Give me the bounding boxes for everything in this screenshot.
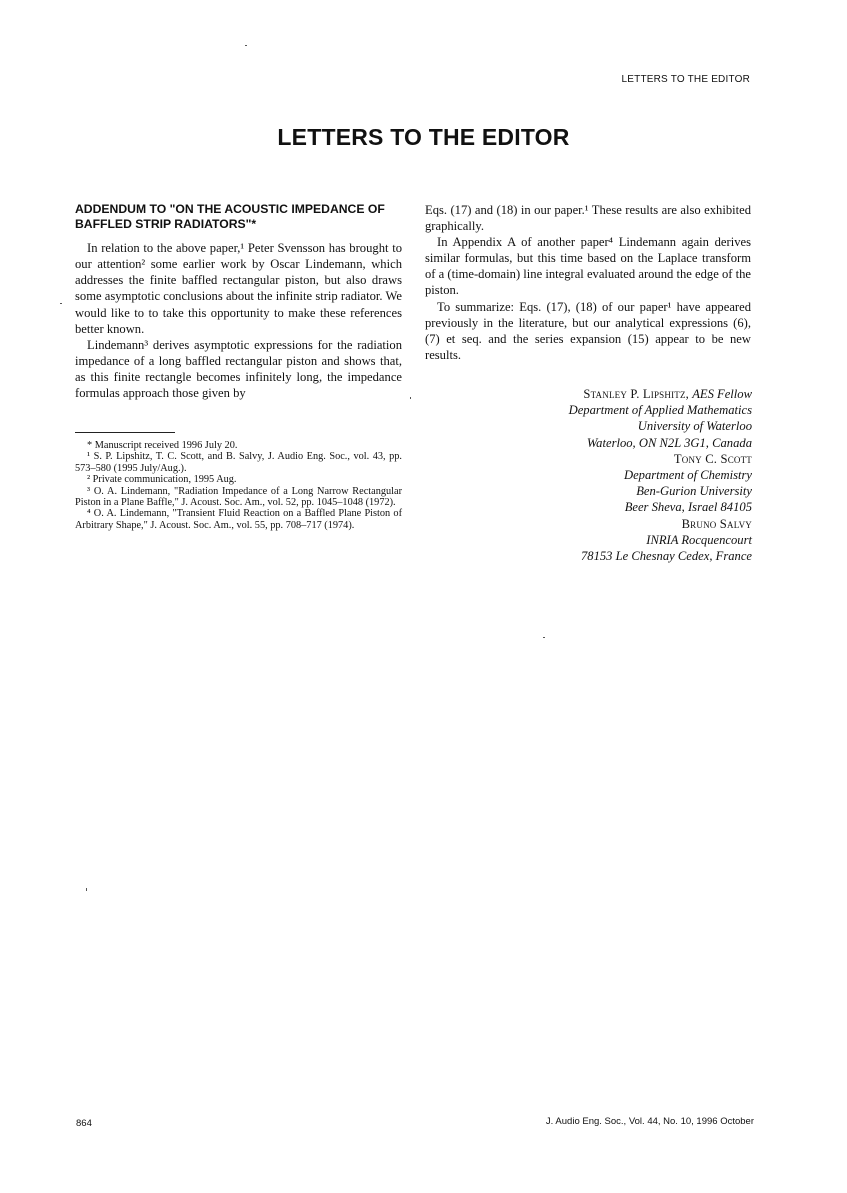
footnotes xyxy=(75,440,402,531)
scan-speck xyxy=(60,303,62,304)
page-number: 864 xyxy=(76,1118,92,1129)
left-column xyxy=(75,202,402,401)
author-affiliations xyxy=(480,386,752,564)
footnote-item: ¹ S. P. Lipshitz, T. C. Scott, and B. Salvy, J. Audio Eng. Soc., vol. 43, pp. 573–580 (1995 July/Aug.). xyxy=(75,451,402,474)
footnote-item: ⁴ O. A. Lindemann, "Transient Fluid Reaction on a Baffled Plane Piston of Arbitrary Shape," J. Acoust. Soc. Am., vol. 55, pp. 708–717 (1974). xyxy=(75,508,402,531)
paragraph-1: In relation to the above paper,¹ Peter Svensson has brought to our attention² some earlier work by Oscar Lindemann, which addresses the finite baffled rectangular piston, but also draws some asymptotic conclusions about the infinite strip radiator. We would like to to take this opportunity to make these references better known. xyxy=(75,241,402,336)
scan-speck xyxy=(245,45,247,46)
footnote-rule xyxy=(75,432,175,433)
scan-speck xyxy=(86,888,87,891)
running-head: LETTERS TO THE EDITOR xyxy=(621,74,750,85)
paragraph-2: Lindemann³ derives asymptotic expressions for the radiation impedance of a long baffled rectangular piston and shows that, as this finite rectangle becomes infinitely long, the impedance formulas approach those given by xyxy=(75,337,402,401)
author-address: Beer Sheva, Israel 84105 xyxy=(624,500,752,515)
paragraph-4: In Appendix A of another paper⁴ Lindemann again derives similar formulas, but this time based on the Laplace transform of a (time-domain) line integral evaluated around the edge of the piston. xyxy=(425,235,751,298)
footnote-item: ³ O. A. Lindemann, "Radiation Impedance of a Long Narrow Rectangular Piston in a Plane Baffle," J. Acoust. Soc. Am., vol. 52, pp. 1045–1048 (1972). xyxy=(75,485,402,509)
author-address: 78153 Le Chesnay Cedex, France xyxy=(580,549,752,564)
right-column xyxy=(425,202,751,363)
author-name: Bruno Salvy xyxy=(681,516,752,531)
author-title: AES Fellow xyxy=(692,387,752,401)
author-1 xyxy=(480,386,752,402)
paragraph-3: Eqs. (17) and (18) in our paper.¹ These results are also exhibited graphically. xyxy=(425,203,751,234)
author-department: Department of Applied Mathematics xyxy=(568,403,752,418)
author-university: Ben-Gurion University xyxy=(636,484,752,499)
author-department: Department of Chemistry xyxy=(623,468,752,483)
scan-speck xyxy=(543,637,545,638)
author-institution: INRIA Rocquencourt xyxy=(646,532,752,547)
footnote-item: * Manuscript received 1996 July 20. xyxy=(87,440,238,451)
author-name: Tony C. Scott xyxy=(673,451,752,466)
paragraph-5: To summarize: Eqs. (17), (18) of our paper¹ have appeared previously in the literature, but our analytical expressions (6), (7) et seq. and the series expansion (15) appear to be new results. xyxy=(425,299,751,362)
scan-speck xyxy=(410,397,411,399)
author-address: Waterloo, ON N2L 3G1, Canada xyxy=(586,435,752,450)
author-university: University of Waterloo xyxy=(637,419,752,434)
page-title: LETTERS TO THE EDITOR xyxy=(277,124,570,150)
article-heading: ADDENDUM TO "ON THE ACOUSTIC IMPEDANCE OF BAFFLED STRIP RADIATORS"* xyxy=(75,202,385,231)
journal-citation: J. Audio Eng. Soc., Vol. 44, No. 10, 1996 October xyxy=(545,1116,754,1127)
author-name: Stanley P. Lipshitz, xyxy=(583,387,690,401)
footnote-item: ² Private communication, 1995 Aug. xyxy=(87,474,237,486)
